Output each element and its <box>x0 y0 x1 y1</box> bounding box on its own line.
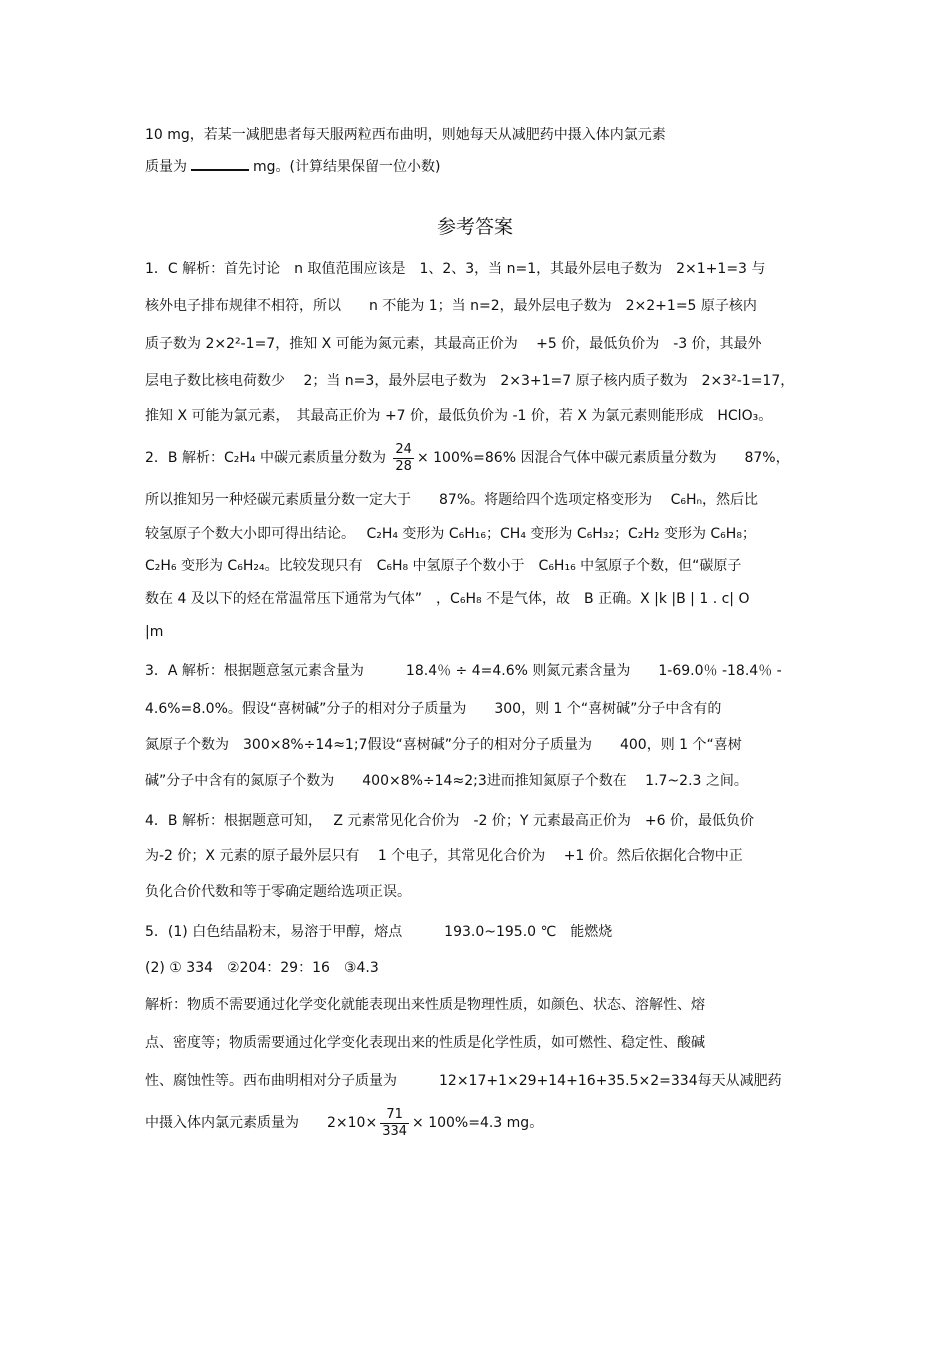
answer-2-prefix: 2．B 解析：C₂H₄ 中碳元素质量分数为 <box>145 450 386 466</box>
answer-line: 5．(1) 白色结晶粉末，易溶于甲醇，熔点 193.0~195.0 ℃ 能燃烧 <box>145 924 613 940</box>
fraction-71-334 <box>380 1107 409 1140</box>
answer-2-line <box>145 440 790 476</box>
answer-line: 碱”分子中含有的氮原子个数为 400×8%÷14≈2;3进而推知氮原子个数在 1.7~2.3 之间。 <box>145 773 748 789</box>
intro-line-1: 10 mg，若某一减肥患者每天服两粒西布曲明，则她每天从减肥药中摄入体内氯元素 <box>145 127 666 143</box>
answer-line: 为-2 价；X 元素的原子最外层只有 1 个电子，其常见化合价为 +1 价。然后依据化合物中正 <box>145 848 743 864</box>
answer-5-suffix: × 100%=4.3 mg。 <box>412 1115 544 1131</box>
fraction-denominator: 28 <box>395 458 412 474</box>
intro-line-2 <box>145 155 440 177</box>
fraction-numerator: 71 <box>380 1107 409 1124</box>
answer-line: 质子数为 2×2²-1=7，推知 X 可能为氮元素，其最高正价为 +5 价，最低负价为 -3 价，其最外 <box>145 336 762 352</box>
answer-line: 解析：物质不需要通过化学变化就能表现出来性质是物理性质，如颜色、状态、溶解性、熔 <box>145 997 705 1013</box>
answer-line: 点、密度等；物质需要通过化学变化表现出来的性质是化学性质，如可燃性、稳定性、酸碱 <box>145 1035 705 1051</box>
answer-blank <box>191 155 249 171</box>
answer-line: 核外电子排布规律不相符，所以 n 不能为 1；当 n=2，最外层电子数为 2×2+1=5 原子核内 <box>145 298 757 314</box>
intro-line-2-label: 质量为 <box>145 159 187 175</box>
answer-line: 负化合价代数和等于零确定题给选项正误。 <box>145 884 411 900</box>
answer-line: 较氢原子个数大小即可得出结论。 C₂H₄ 变形为 C₆H₁₆；CH₄ 变形为 C₆H₃₂；C₂H₂ 变形为 C₆H₈； <box>145 526 756 542</box>
answer-line: 层电子数比核电荷数少 2；当 n=3，最外层电子数为 2×3+1=7 原子核内质子数为 2×3²-1=17， <box>145 373 795 389</box>
answer-line: 所以推知另一种烃碳元素质量分数一定大于 87%。将题给四个选项定格变形为 C₆Hₙ，然后比 <box>145 492 759 508</box>
answer-line: 性、腐蚀性等。西布曲明相对分子质量为 12×17+1×29+14+16+35.5×2=334每天从减肥药 <box>145 1073 782 1089</box>
answer-line: 数在 4 及以下的烃在常温常压下通常为气体” ，C₆H₈ 不是气体，故 B 正确。X |k |B | 1 . c| O <box>145 591 750 607</box>
answer-5-last-line <box>145 1105 543 1141</box>
fraction-numerator: 24 <box>395 441 412 457</box>
answer-line: 3．A 解析：根据题意氢元素含量为 18.4％ ÷ 4=4.6% 则氮元素含量为 1-69.0％ -18.4％ - <box>145 663 782 679</box>
answer-line: 氮原子个数为 300×8%÷14≈1;7假设“喜树碱”分子的相对分子质量为 400，则 1 个“喜树 <box>145 737 742 753</box>
answer-line: (2) ① 334 ②204：29：16 ③4.3 <box>145 960 379 976</box>
fraction-24-28 <box>393 442 414 475</box>
answer-line: 推知 X 可能为氯元素， 其最高正价为 +7 价，最低负价为 -1 价，若 X 为氯元素则能形成 HClO₃。 <box>145 408 773 424</box>
fraction-denominator: 334 <box>382 1123 408 1139</box>
answer-2-suffix: × 100%=86% 因混合气体中碳元素质量分数为 87%， <box>416 450 790 466</box>
answer-line: 1．C 解析：首先讨论 n 取值范围应该是 1、2、3，当 n=1，其最外层电子数为 2×1+1=3 与 <box>145 261 766 277</box>
answer-5-prefix: 中摄入体内氯元素质量为 2×10× <box>145 1115 378 1131</box>
answer-line: C₂H₆ 变形为 C₆H₂₄。比较发现只有 C₆H₈ 中氢原子个数小于 C₆H₁₆ 中氢原子个数，但“碳原子 <box>145 558 742 574</box>
intro-line-2-unit: mg。(计算结果保留一位小数) <box>253 159 441 175</box>
answer-line: |m <box>145 624 164 640</box>
answer-line: 4.6%=8.0%。假设“喜树碱”分子的相对分子质量为 300，则 1 个“喜树碱”分子中含有的 <box>145 701 722 717</box>
section-title: 参考答案 <box>436 216 513 238</box>
answer-line: 4．B 解析：根据题意可知， Z 元素常见化合价为 -2 价；Y 元素最高正价为 +6 价，最低负价 <box>145 813 754 829</box>
